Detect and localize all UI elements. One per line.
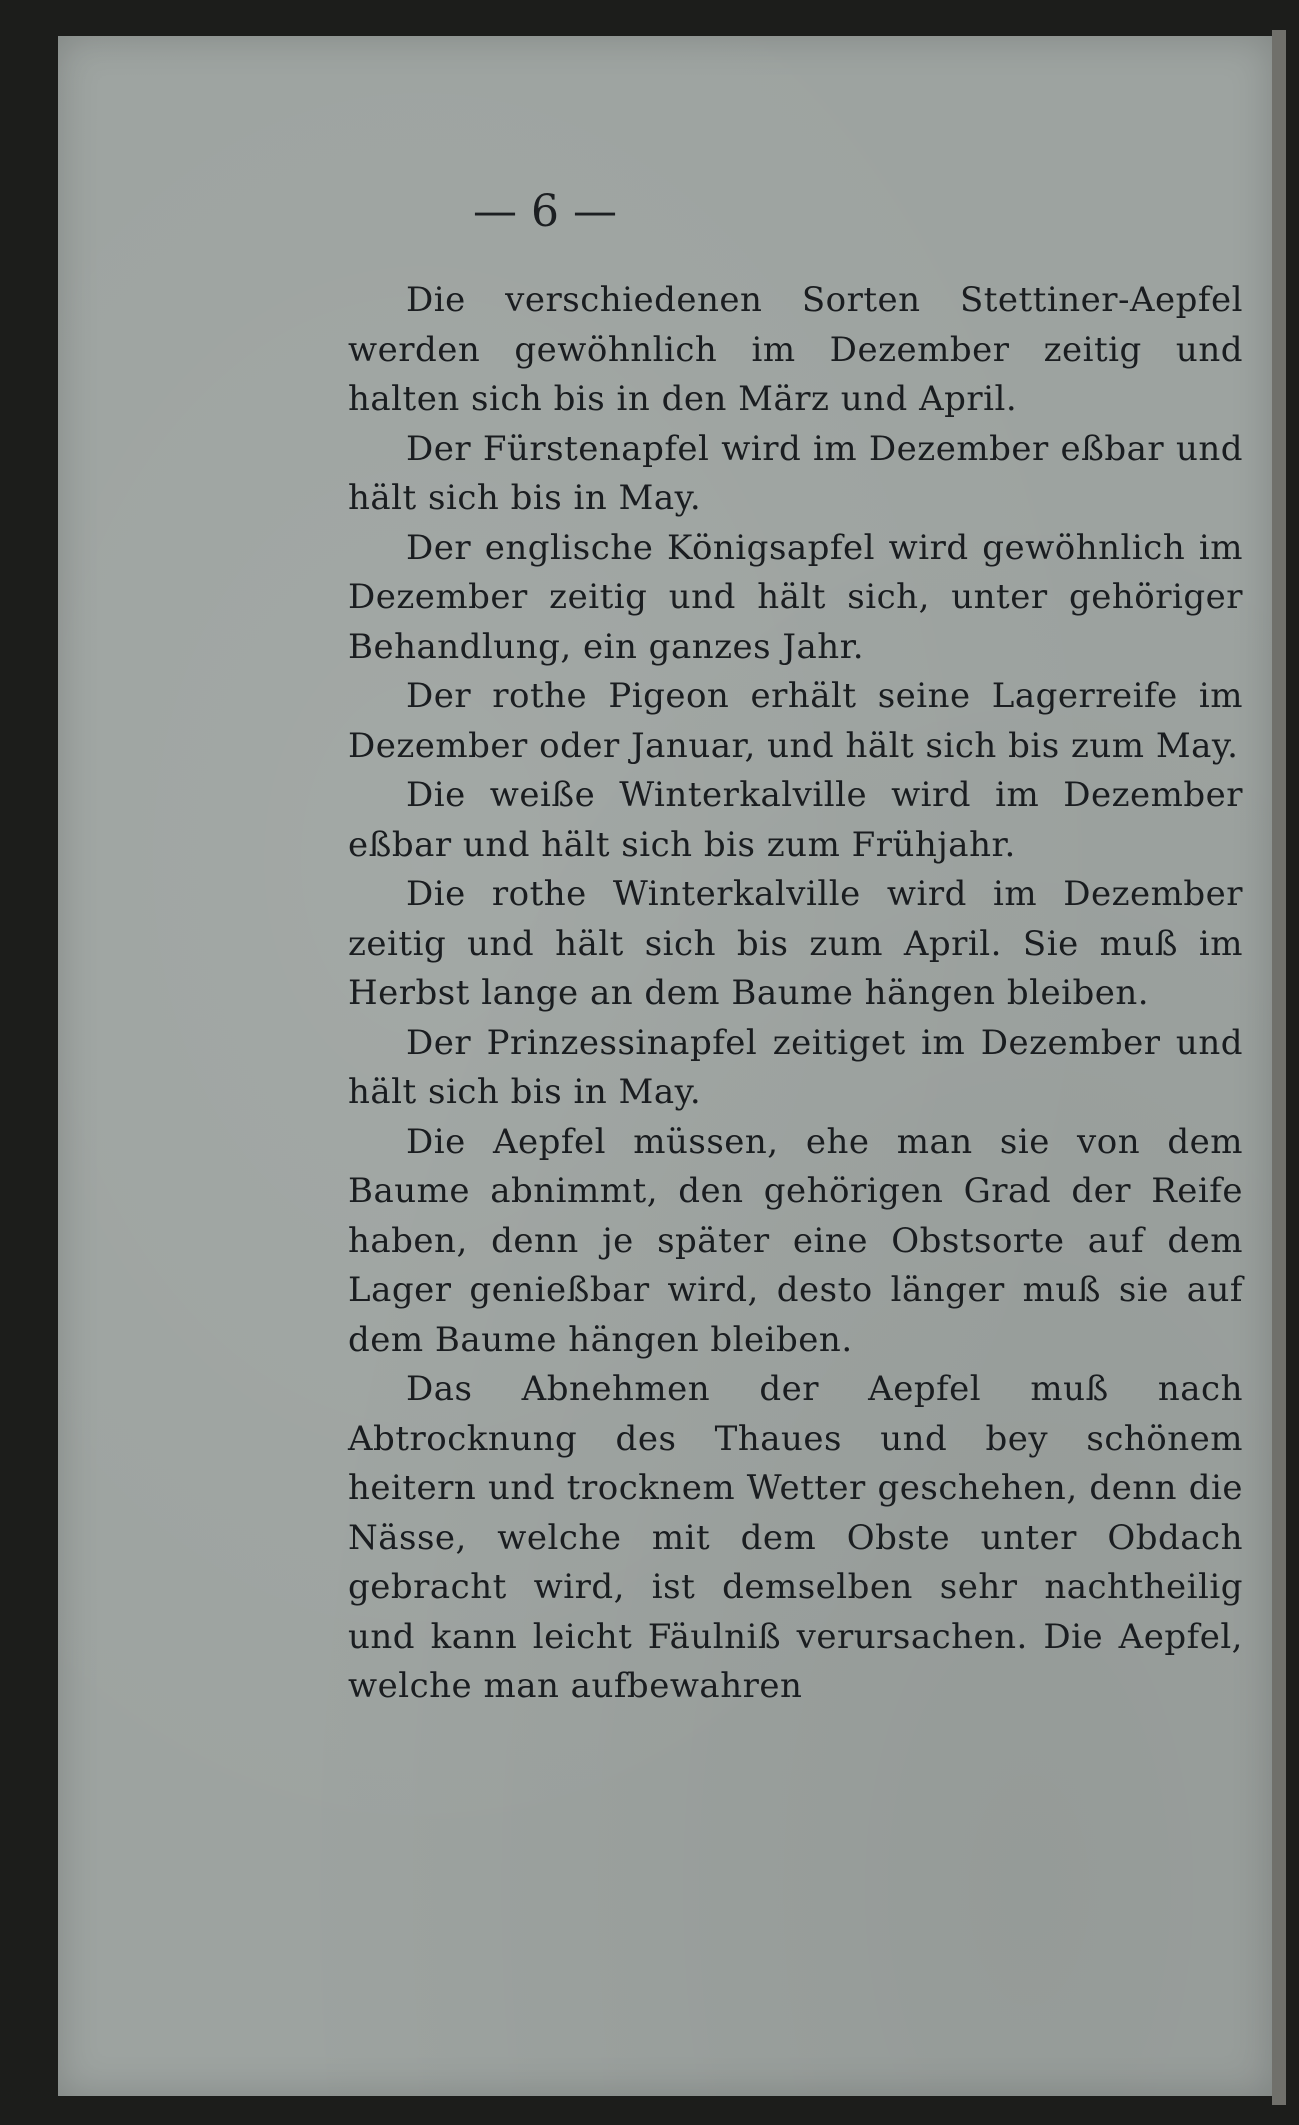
- paragraph-weisse-winterkalville: Die weiße Winterkalville wird im Dezember eßbar und hält sich bis zum Frühjahr.: [348, 775, 1243, 865]
- paragraph-pigeon: Der rothe Pigeon erhält seine Lagerreife im Dezember oder Januar, und hält sich bis zum May.: [348, 676, 1243, 766]
- book-page: [58, 36, 1272, 2096]
- paragraph-stettiner: Die verschiedenen Sorten Stettiner-Aepfel werden gewöhnlich im Dezember zeitig und halten sich bis in den März und April.: [348, 280, 1243, 419]
- book-spine-edge: [1272, 30, 1286, 2105]
- paragraph-prinzessinapfel: Der Prinzessinapfel zeitiget im Dezember und hält sich bis in May.: [348, 1022, 1243, 1112]
- paragraph-fuerstenapfel: Der Fürstenapfel wird im Dezember eßbar und hält sich bis in May.: [348, 428, 1243, 518]
- page-number: — 6 —: [473, 186, 617, 237]
- paragraph-rothe-winterkalville: Die rothe Winterkalville wird im Dezember zeitig und hält sich bis zum April. Sie muß im Herbst lange an dem Baume hängen bleiben.: [348, 874, 1243, 1013]
- paragraph-abnehmen: Das Abnehmen der Aepfel muß nach Abtrocknung des Thaues und bey schönem heitern und trocknem Wetter geschehen, denn die Nässe, welche mit dem Obste unter Obdach gebracht wird, ist demselben sehr nachtheilig und kann leicht Fäulniß verursachen. Die Aepfel, welche man aufbewahren: [348, 1369, 1243, 1706]
- paragraph-reife: Die Aepfel müssen, ehe man sie von dem Baume abnimmt, den gehörigen Grad der Reife haben, denn je später eine Obstsorte auf dem Lager genießbar wird, desto länger muß sie auf dem Baume hängen bleiben.: [348, 1121, 1243, 1360]
- body-text: [348, 276, 1243, 1712]
- paragraph-koenigsapfel: Der englische Königsapfel wird gewöhnlich im Dezember zeitig und hält sich, unter gehöriger Behandlung, ein ganzes Jahr.: [348, 527, 1243, 667]
